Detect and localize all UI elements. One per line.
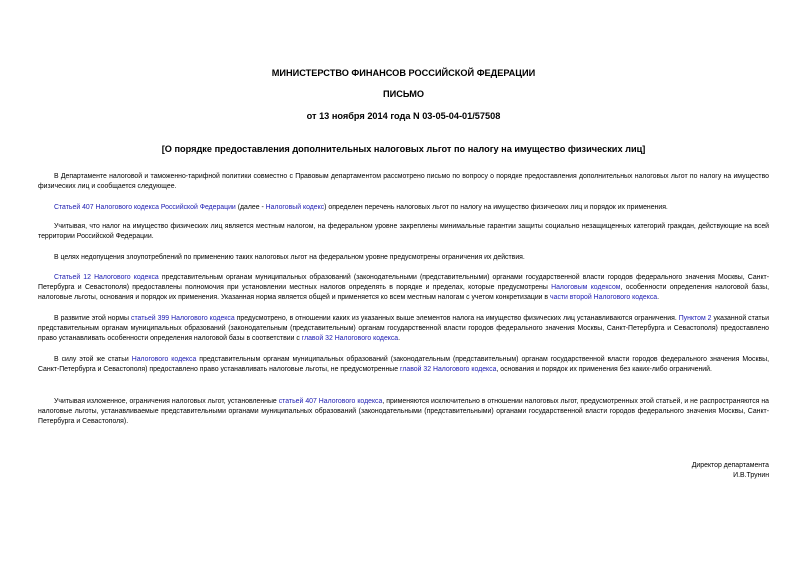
paragraph-local-tax: Учитывая, что налог на имущество физических лиц является местным налогом, на федеральном уровне закреплены минимальные гарантии защиты социально незащищенных категорий граждан, действующие на всей территории Российской Федерации. — [38, 223, 769, 241]
paragraph-intro: В Департаменте налоговой и таможенно-тарифной политики совместно с Правовым департаментом рассмотрено письмо по вопросу о порядке предоставления дополнительных налоговых льгот по налогу на имущество физических лиц и сообщается следующее. — [38, 173, 769, 191]
link-article-407-tax-code-2[interactable]: статьей 407 Налогового кодекса — [278, 398, 383, 405]
link-article-399-tax-code[interactable]: статьей 399 Налогового кодекса — [131, 315, 235, 322]
link-chapter-32-tax-code-2[interactable]: главой 32 Налогового кодекса — [400, 366, 497, 374]
link-article-12-tax-code[interactable]: Статьей 12 Налогового кодекса — [54, 274, 159, 281]
paragraph-text: , основания и порядок их применения без каких-либо ограничений. — [496, 366, 712, 374]
link-tax-code[interactable]: Налоговый кодекс — [265, 204, 325, 211]
paragraph-text: указанной статьи представительным органам муниципальных образований (законодательным (представительным) органам государственной власти городов федерального значения Москвы, Санкт-Петербурга и Севастополя) предоставлено право устанавливать особенности определения налоговой базы в соответствии с — [38, 315, 769, 343]
signature-name: И.В.Трунин — [733, 472, 769, 479]
paragraph-text: . — [657, 294, 660, 302]
paragraph-restrictions: В целях недопущения злоупотреблений по применению таких налоговых льгот на федеральном уровне предусмотрены ограничения их действия. — [54, 254, 525, 261]
document-subject-title: [О порядке предоставления дополнительных налоговых льгот по налогу на имущество физических лиц] — [161, 144, 646, 154]
link-tax-code-instrumental[interactable]: Налоговым кодексом — [551, 284, 621, 292]
paragraph-article-407 — [38, 203, 769, 213]
paragraph-text: представительным органам муниципальных образований (законодательным (представительным) органам государственной власти городов федерального значения Москвы, Санкт-Петербурга и Севастополя) предоставлено право устанавливать налоговые льготы, не предусмотренные — [38, 356, 770, 374]
paragraph-tax-benefits-right — [38, 355, 769, 375]
paragraph-text: представительным органам муниципальных образований (законодательными (представительными) органами государственной власти городов федерального значения Москвы, Санкт-Петербурга и Севастополя) предоставлены полномочия при установлении местных налогов определять в порядке и пределах, которые предусмотрены — [38, 274, 769, 292]
paragraph-text: , применяются исключительно в отношении налоговых льгот, предусмотренных этой статьей, и не распространяются на налоговые льготы, устанавливаемые представительными органами муниципальных образований (законодательными (представительными) органами государственной власти городов федерального значения Москвы, Санкт-Петербурга и Севастополя). — [38, 398, 769, 426]
paragraph-text: ) определен перечень налоговых льгот по налогу на имущество физических лиц и порядок их применения. — [324, 204, 668, 211]
paragraph-text: . — [398, 335, 401, 343]
link-part-two-tax-code[interactable]: части второй Налогового кодекса — [550, 294, 658, 302]
link-chapter-32-tax-code[interactable]: главой 32 Налогового кодекса — [301, 335, 399, 343]
paragraph-text: (далее - — [235, 204, 266, 211]
signature-position: Директор департамента — [691, 462, 769, 469]
paragraph-text: В силу этой же статьи — [54, 356, 132, 363]
paragraph-conclusion — [38, 397, 769, 428]
paragraph-text: , особенности определения налоговой базы, налоговые льготы, основания и порядок их применения. Указанная норма является общей и применяется ко всем местным налогам с учетом конкретизации в — [38, 284, 769, 302]
paragraph-text: предусмотрено, в отношении каких из указанных выше элементов налога на имущество физических лиц устанавливаются ограничения. — [234, 315, 679, 322]
paragraph-text: В развитие этой нормы — [54, 315, 131, 322]
paragraph-article-399 — [38, 314, 769, 345]
document-date-number: от 13 ноября 2014 года N 03-05-04-01/57508 — [306, 111, 501, 121]
document-type-heading: ПИСЬМО — [382, 89, 425, 99]
paragraph-article-12 — [38, 273, 769, 304]
link-tax-code-genitive[interactable]: Налогового кодекса — [131, 356, 197, 363]
link-article-407-tax-code[interactable]: Статьей 407 Налогового кодекса Российской Федерации — [54, 204, 236, 211]
paragraph-text: Учитывая изложенное, ограничения налоговых льгот, установленные — [54, 398, 279, 405]
ministry-heading: МИНИСТЕРСТВО ФИНАНСОВ РОССИЙСКОЙ ФЕДЕРАЦИИ — [271, 68, 536, 78]
link-clause-2[interactable]: Пунктом 2 — [678, 315, 712, 322]
